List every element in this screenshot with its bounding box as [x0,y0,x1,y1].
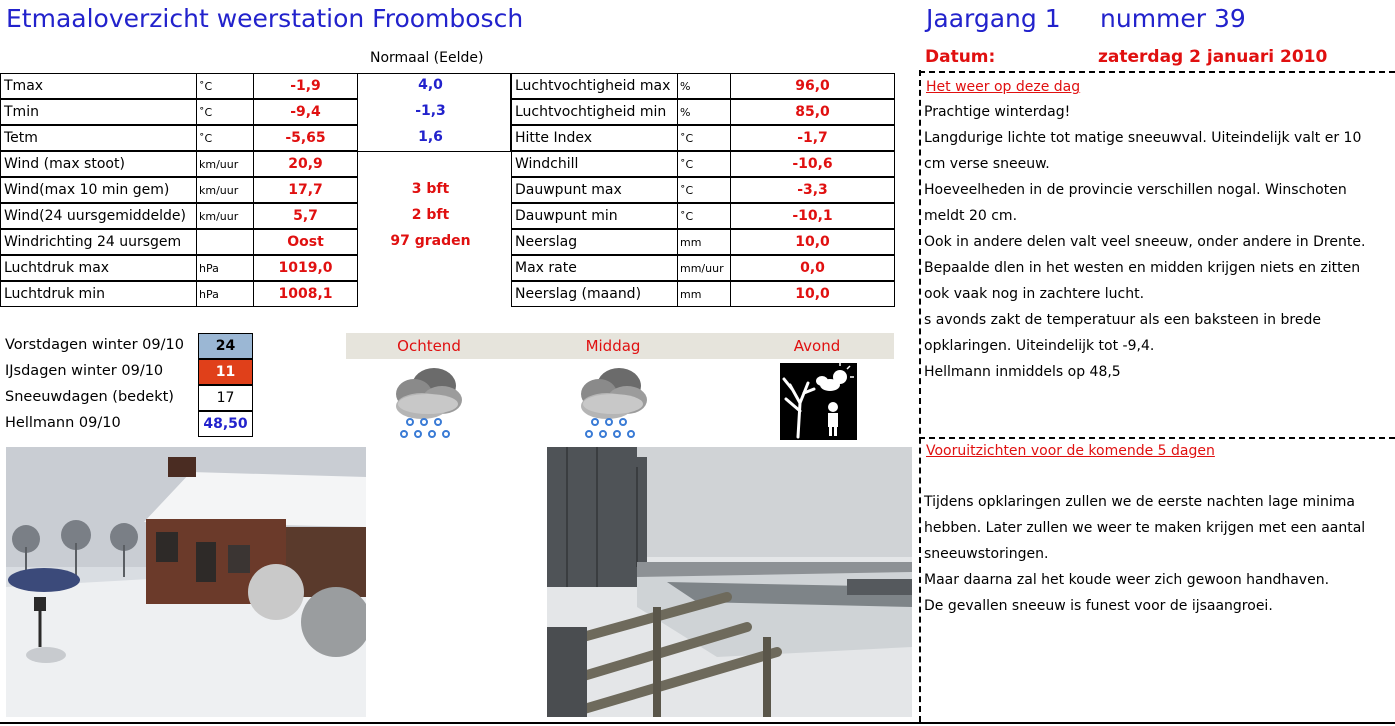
row-label: Wind(max 10 min gem) [0,177,197,203]
row-unit: hPa [196,255,254,281]
snow-cloud-icon [573,364,653,442]
weer-text-line: ook vaak nog in zachtere lucht. [924,286,1145,302]
jaargang: Jaargang 1 [926,4,1061,33]
forecast-middag-label: Middag [585,337,641,355]
winter-stat-label: IJsdagen winter 09/10 [5,363,164,379]
weer-text-line: Bepaalde dlen in het westen en midden krijgen niets en zitten [924,260,1361,276]
bottom-rule [0,722,1395,724]
weer-text-line: Prachtige winterdag! [924,104,1071,120]
weer-text-line: s avonds zakt de temperatuur als een baksteen in brede [924,312,1321,328]
row-label: Luchtdruk min [0,281,197,307]
weer-text-line: Hellmann inmiddels op 48,5 [924,364,1121,380]
row-normal: 97 graden [390,233,471,249]
row-label: Dauwpunt min [511,203,678,229]
row-label: Luchtvochtigheid max [511,73,678,99]
row-normal: 4,0 [418,77,443,93]
page-title: Etmaaloverzicht weerstation Froombosch [6,4,524,33]
row-value: -1,9 [253,73,358,99]
row-value: 0,0 [730,255,895,281]
datum-label: Datum: [925,47,996,67]
section-divider-top [919,71,1395,73]
vooruitzichten-text-line: Tijdens opklaringen zullen we de eerste nachten lage minima [924,494,1355,510]
row-value: -9,4 [253,99,358,125]
row-label: Neerslag [511,229,678,255]
row-normal: 3 bft [411,181,450,197]
vooruitzichten-text-line: hebben. Later zullen we weer te maken krijgen met een aantal [924,520,1366,536]
row-unit: % [677,73,731,99]
forecast-ochtend-label: Ochtend [397,337,461,355]
row-label: Tmin [0,99,197,125]
row-normal [358,281,503,307]
row-value: 10,0 [730,281,895,307]
winter-stat-value: 11 [198,359,253,385]
weer-text-line: opklaringen. Uiteindelijk tot -9,4. [924,338,1155,354]
row-normal: 2 bft [411,207,450,223]
row-unit: ˚C [677,151,731,177]
row-value: 1019,0 [253,255,358,281]
weer-text-line: cm verse sneeuw. [924,156,1050,172]
row-label: Windrichting 24 uursgem [0,229,197,255]
row-value: 5,7 [253,203,358,229]
row-value: 17,7 [253,177,358,203]
row-unit: km/uur [196,177,254,203]
vooruitzichten-text-line: De gevallen sneeuw is funest voor de ijsaangroei. [924,598,1273,614]
winter-tree-icon [780,363,857,440]
row-unit: mm/uur [677,255,731,281]
vooruitzichten-text-line: Maar daarna zal het koude weer zich gewoon handhaven. [924,572,1330,588]
snowy-house-photo [6,447,366,717]
row-value: -1,7 [730,125,895,151]
row-label: Max rate [511,255,678,281]
snow-cloud-icon [388,364,468,442]
winter-stat-label: Hellmann 09/10 [5,415,121,431]
row-value: -10,1 [730,203,895,229]
row-unit: ˚C [677,203,731,229]
row-label: Neerslag (maand) [511,281,678,307]
row-normal: 1,6 [418,129,443,145]
winter-stat-label: Vorstdagen winter 09/10 [5,337,184,353]
row-normal: -1,3 [415,103,446,119]
frozen-canal-photo [547,447,912,717]
row-label: Hitte Index [511,125,678,151]
row-value: 10,0 [730,229,895,255]
row-value: 1008,1 [253,281,358,307]
datum-value: zaterdag 2 januari 2010 [1098,47,1328,67]
section-divider-middle [919,437,1395,439]
row-label: Tetm [0,125,197,151]
row-normal [358,151,503,177]
weer-text-line: meldt 20 cm. [924,208,1018,224]
row-unit: hPa [196,281,254,307]
winter-stat-value: 17 [198,385,253,411]
winter-stat-value: 24 [198,333,253,359]
row-label: Luchtvochtigheid min [511,99,678,125]
row-label: Windchill [511,151,678,177]
row-unit: mm [677,281,731,307]
row-unit: ˚C [677,125,731,151]
row-unit: ˚C [196,73,254,99]
column-divider [919,70,921,722]
row-value: Oost [253,229,358,255]
weer-heading: Het weer op deze dag [926,79,1081,95]
row-unit: % [677,99,731,125]
row-value: -5,65 [253,125,358,151]
weer-text-line: Hoeveelheden in de provincie verschillen nogal. Winschoten [924,182,1347,198]
weer-text-line: Ook in andere delen valt veel sneeuw, onder andere in Drente. [924,234,1366,250]
vooruitzichten-text-line: sneeuwstoringen. [924,546,1049,562]
winter-stat-label: Sneeuwdagen (bedekt) [5,389,174,405]
row-value: 85,0 [730,99,895,125]
row-normal [358,255,503,281]
row-unit: mm [677,229,731,255]
row-unit: ˚C [196,125,254,151]
row-label: Dauwpunt max [511,177,678,203]
row-value: -10,6 [730,151,895,177]
winter-stat-value: 48,50 [198,411,253,437]
row-unit: km/uur [196,151,254,177]
vooruitzichten-heading: Vooruitzichten voor de komende 5 dagen [926,443,1215,459]
row-value: 20,9 [253,151,358,177]
forecast-avond-label: Avond [793,337,841,355]
row-unit: km/uur [196,203,254,229]
row-value: 96,0 [730,73,895,99]
row-unit: ˚C [196,99,254,125]
row-unit: ˚C [677,177,731,203]
row-unit [196,229,254,255]
normaal-frame [357,73,511,152]
weer-text-line: Langdurige lichte tot matige sneeuwval. Uiteindelijk valt er 10 [924,130,1362,146]
normaal-label: Normaal (Eelde) [370,50,484,66]
row-label: Wind (max stoot) [0,151,197,177]
nummer: nummer 39 [1100,4,1246,33]
row-label: Luchtdruk max [0,255,197,281]
row-label: Wind(24 uursgemiddelde) [0,203,197,229]
row-value: -3,3 [730,177,895,203]
row-label: Tmax [0,73,197,99]
